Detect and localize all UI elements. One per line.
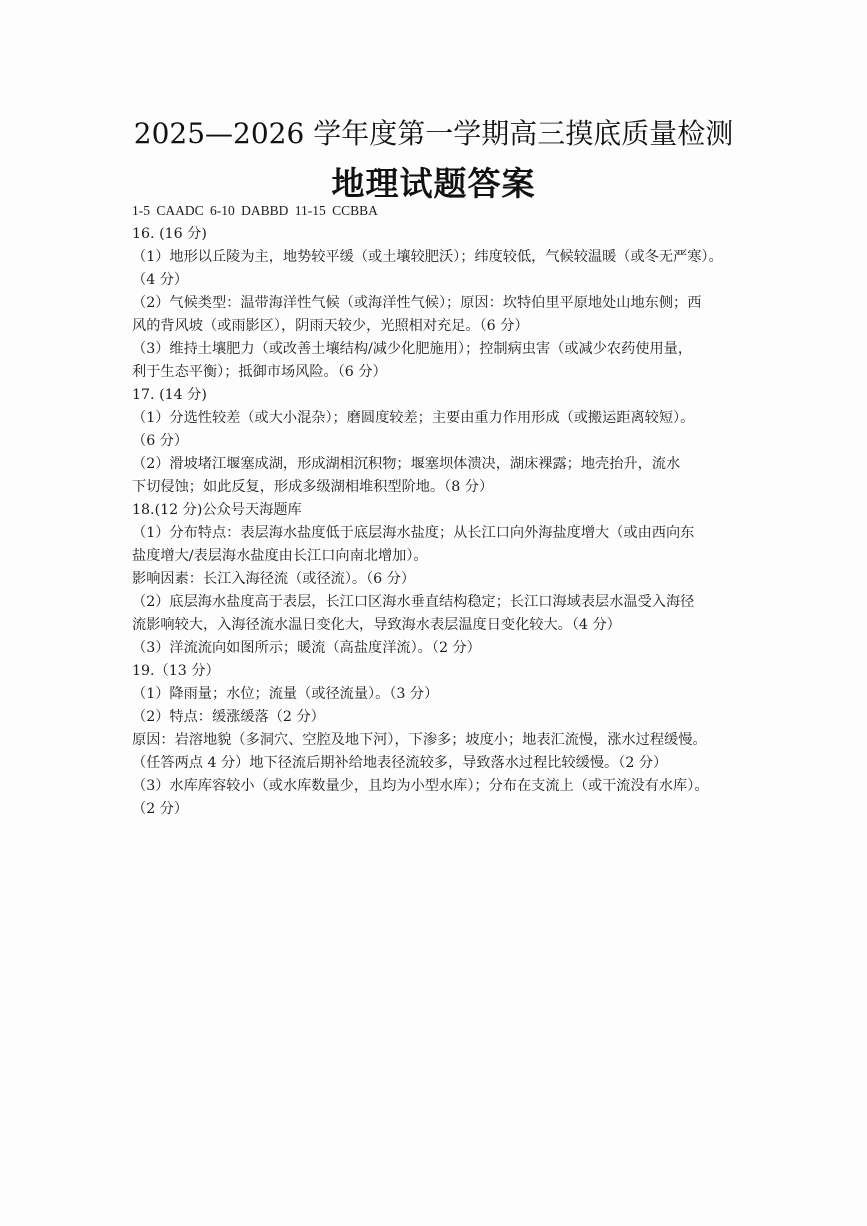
answer-line: （3）水库库容较小（或水库数量少，且均为小型水库）；分布在支流上（或干流没有水库）。 xyxy=(132,778,709,794)
answer-line: （2）气候类型：温带海洋性气候（或海洋性气候）；原因：坎特伯里平原地处山地东侧；西 xyxy=(132,295,702,311)
answer-line: （3）洋流流向如图所示；暖流（高盐度洋流）。（2 分） xyxy=(132,640,481,656)
answer-line: （2）底层海水盐度高于表层，长江口区海水垂直结构稳定；长江口海域表层水温受入海径 xyxy=(132,594,695,610)
answer-line: （1）分选性较差（或大小混杂）；磨圆度较差；主要由重力作用形成（或搬运距离较短）。 xyxy=(132,410,695,426)
question-18-header: 18.(12 分)公众号天海题库 xyxy=(132,502,302,518)
answer-line: （3）维持土壤肥力（或改善土壤结构/减少化肥施用）；控制病虫害（或减少农药使用量， xyxy=(132,341,693,357)
answer-line: （2）滑坡堵江堰塞成湖，形成湖相沉积物；堰塞坝体溃决，湖床裸露；地壳抬升，流水 xyxy=(132,456,681,472)
answer-line: 流影响较大，入海径流水温日变化大，导致海水表层温度日变化较大。（4 分） xyxy=(132,617,621,633)
question-17-header: 17. (14 分) xyxy=(132,387,207,403)
answer-line: 利于生态平衡）；抵御市场风险。（6 分） xyxy=(132,364,387,380)
answer-line: 风的背风坡（或雨影区），阴雨天较少，光照相对充足。（6 分） xyxy=(132,318,529,334)
answer-key-heading: 地理试题答案 xyxy=(331,164,536,203)
multiple-choice-answers: 1-5 CAADC 6-10 DABBD 11-15 CCBBA xyxy=(132,203,378,218)
answer-line: （任答两点 4 分）地下径流后期补给地表径流较多，导致落水过程比较缓慢。（2 分） xyxy=(132,755,668,771)
answer-line: 原因：岩溶地貌（多洞穴、空腔及地下河），下渗多；坡度小；地表汇流慢，涨水过程缓慢。 xyxy=(132,732,707,748)
answer-line: （2）特点：缓涨缓落（2 分） xyxy=(132,709,325,725)
answer-line: （4 分） xyxy=(132,272,189,288)
answer-line: 影响因素：长江入海径流（或径流）。（6 分） xyxy=(132,571,416,587)
answer-line: （1）地形以丘陵为主，地势较平缓（或土壤较肥沃）；纬度较低，气候较温暖（或冬无严寒）。 xyxy=(132,249,723,265)
answer-line: （1）分布特点：表层海水盐度低于底层海水盐度；从长江口向外海盐度增大（或由西向东 xyxy=(132,525,695,541)
answer-line: 盐度增大/表层海水盐度由长江口向南北增加）。 xyxy=(132,548,428,564)
question-16-header: 16. (16 分) xyxy=(132,226,207,242)
answer-line: 下切侵蚀；如此反复，形成多级湖相堆积型阶地。（8 分） xyxy=(132,479,494,495)
answer-line: （1）降雨量；水位；流量（或径流量）。（3 分） xyxy=(132,686,439,702)
exam-title: 2025—2026 学年度第一学期高三摸底质量检测 xyxy=(133,117,734,150)
answer-line: （6 分） xyxy=(132,433,189,449)
answer-line: （2 分） xyxy=(132,801,189,817)
question-19-header: 19.（13 分） xyxy=(132,663,220,679)
